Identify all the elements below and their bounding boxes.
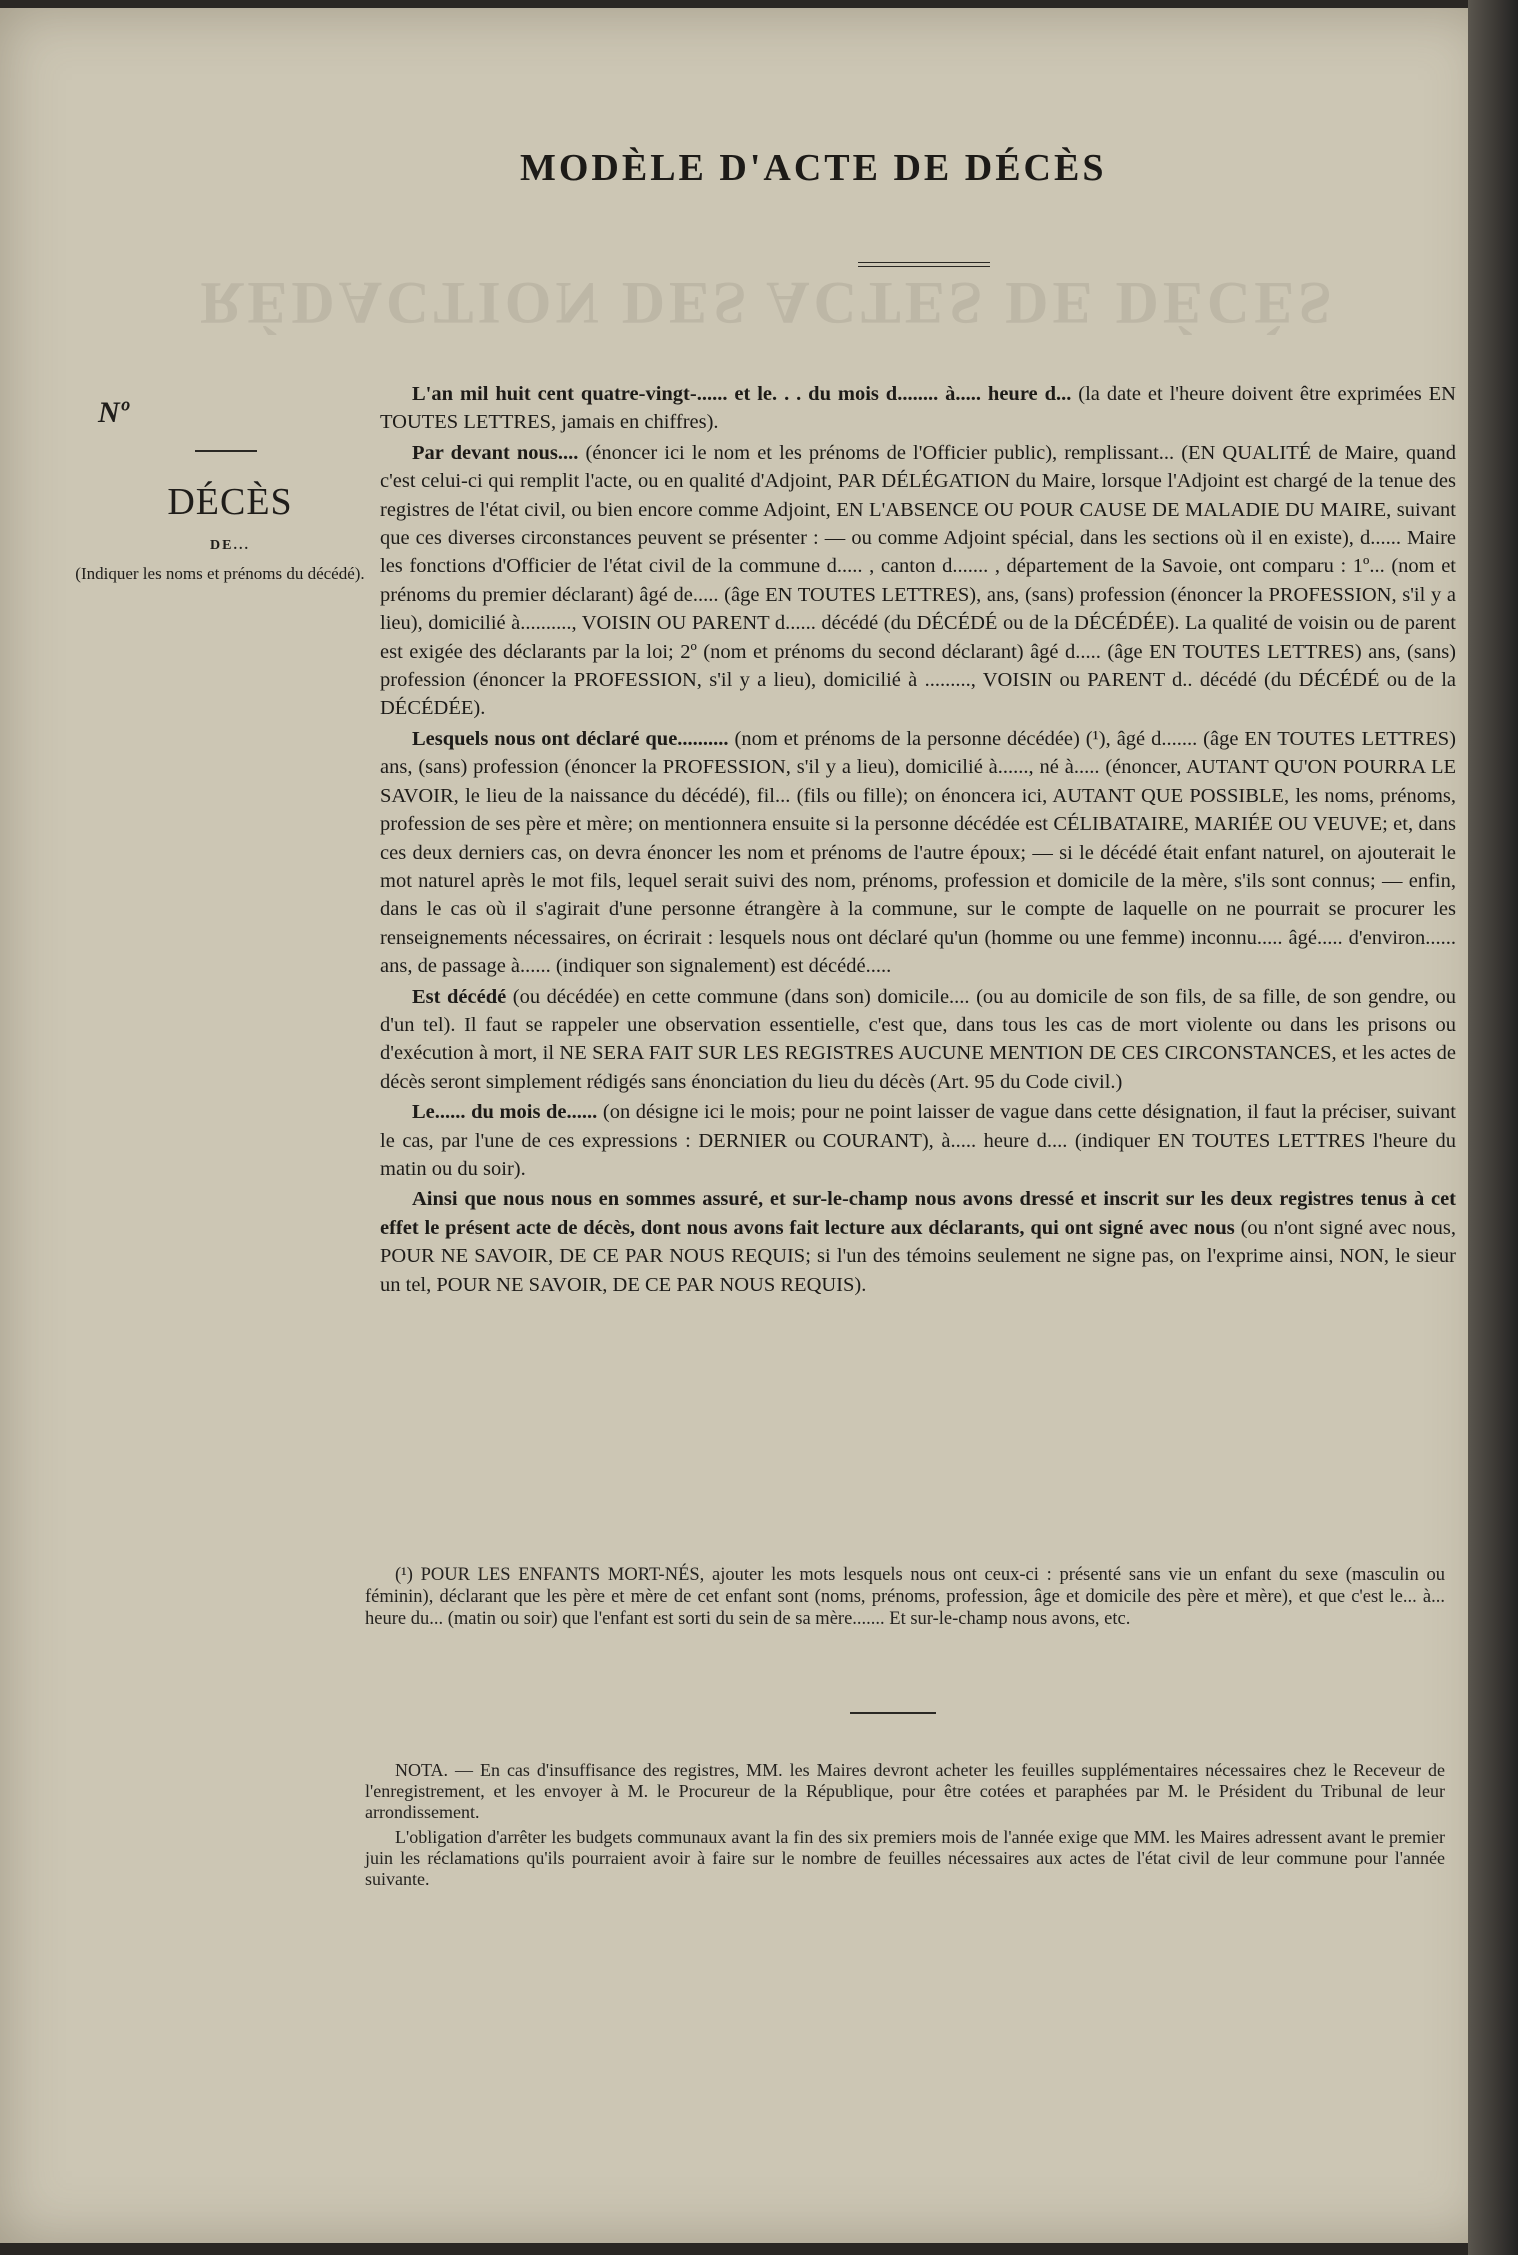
- title-divider: [858, 262, 990, 267]
- footnote: [365, 1564, 1445, 1630]
- margin-instruction: (Indiquer les noms et prénoms du décédé).: [75, 564, 365, 583]
- paragraph-lead: Est décédé: [412, 985, 507, 1008]
- nota-section: [365, 1760, 1445, 1890]
- paragraph-text: (énoncer ici le nom et les prénoms de l'Officier public), remplissant... (EN QUALITÉ de Maire, quand c'est celui-ci qui remplit l'acte, ou en qualité d'Adjoint, PAR DÉLÉGATION du Maire, lorsque l'Adjoint est chargé de la tenue des registres de l'état civil, ou bien encore comme Adjoint, EN L'ABSENCE OU POUR CAUSE DE MALADIE DU MAIRE, suivant que ces diverses circonstances peuvent se présenter : — ou comme Adjoint spécial, dans les sections où il en existe), d...... Maire les fonctions d'Officier de l'état civil de la commune d..... , canton d....... , département de la Savoie, ont comparu : 1º... (nom et prénoms du premier déclarant) âgé de..... (âge EN TOUTES LETTRES), ans, (sans) profession (énoncer la PROFESSION, s'il y a lieu), domicilié à.........., VOISIN OU PARENT d...... décédé (du DÉCÉDÉ ou de la DÉCÉDÉE). La qualité de voisin ou de parent est exigée des déclarants par la loi; 2º (nom et prénoms du second déclarant) âgé d..... (âge EN TOUTES LETTRES) ans, (sans) profession (énoncer la PROFESSION, s'il y a lieu), domicilié à ........., VOISIN ou PARENT d.. décédé (du DÉCÉDÉ ou de la DÉCÉDÉE).: [380, 441, 1456, 720]
- paragraph-text: (on désigne ici le mois; pour ne point laisser de vague dans cette désignation, il faut la préciser, suivant le cas, par l'une de ces expressions : DERNIER ou COURANT), à..... heure d.... (indiquer EN TOUTES LETTRES l'heure du matin ou du soir).: [380, 1101, 1457, 1180]
- paragraph-lead: Lesquels nous ont déclaré que..........: [412, 727, 729, 750]
- paragraph-text: (la date et l'heure doivent être exprimées EN TOUTES LETTRES, jamais en chiffres).: [380, 383, 1456, 434]
- margin-divider: [195, 450, 257, 452]
- paragraph-text: (nom et prénoms de la personne décédée) (¹), âgé d....... (âge EN TOUTES LETTRES) ans, (sans) profession (énoncer la PROFESSION, s'il y a lieu), domicilié à......, né à..... (énoncer, AUTANT QU'ON POURRA LE SAVOIR, le lieu de la naissance du décédé), fil... (fils ou fille); on énoncera ici, AUTANT QUE POSSIBLE, les noms, prénoms, profession de ses père et mère; on mentionnera ensuite si la personne décédée est CÉLIBATAIRE, MARIÉE OU VEUVE; et, dans ces deux derniers cas, on devra énoncer les nom et prénoms de l'autre époux; — si le décédé était enfant naturel, on ajouterait le mot naturel après le mot fils, lequel serait suivi des nom, prénoms, profession et domicile de la mère, s'ils sont connus; — enfin, dans le cas où il s'agirait d'une personne étrangère à la commune, sur le compte de laquelle on ne pourrait se procurer les renseignements nécessaires, on écrirait : lesquels nous ont déclaré qu'un (homme ou une femme) inconnu..... âgé..... d'environ...... ans, de passage à...... (indiquer son signalement) est décédé.....: [380, 727, 1456, 978]
- paragraph-lead: Ainsi que nous nous en sommes assuré, et sur-le-champ nous avons dressé et inscrit sur les deux registres tenus à cet effet le présent acte de décès, dont nous avons fait lecture aux déclarants, qui ont signé avec nous: [380, 1188, 1456, 1239]
- paragraph-time: [380, 1098, 1456, 1183]
- paragraph-text: (ou n'ont signé avec nous, POUR NE SAVOIR, DE CE PAR NOUS REQUIS; si l'un des témoins seulement ne signe pas, on l'exprime ainsi, NON, le sieur un tel, POUR NE SAVOIR, DE CE PAR NOUS REQUIS).: [380, 1216, 1456, 1296]
- paragraph-lead: L'an mil huit cent quatre-vingt-...... et le. . . du mois d........ à..... heure d...: [412, 383, 1072, 405]
- act-body: [380, 380, 1456, 1299]
- document-page: [0, 8, 1490, 2243]
- paragraph-lead: Par devant nous....: [412, 441, 579, 464]
- paragraph-declaration: [380, 725, 1456, 981]
- paragraph-text: (ou décédée) en cette commune (dans son) domicile.... (ou au domicile de son fils, de sa fille, de son gendre, ou d'un tel). Il faut se rappeler une observation essentielle, c'est que, dans tous les cas de mort violente ou dans les prisons ou d'exécution à mort, il NE SERA FAIT SUR LES REGISTRES AUCUNE MENTION DE CES CIRCONSTANCES, et les actes de décès seront simplement rédigés sans énonciation du lieu du décès (Art. 95 du Code civil.): [380, 985, 1456, 1093]
- act-number-label: Nº: [98, 396, 129, 429]
- nota-paragraph: L'obligation d'arrêter les budgets communaux avant la fin des six premiers mois de l'année exige que MM. les Maires adressent avant le premier juin les réclamations qu'ils pourraient avoir à faire sur le nombre de feuilles nécessaires aux actes de l'état civil de leur commune pour l'année suivante.: [365, 1827, 1445, 1889]
- paragraph-closing: [380, 1185, 1456, 1299]
- footnote-text: (¹) POUR LES ENFANTS MORT-NÉS, ajouter les mots lesquels nous ont ceux-ci : présenté sans vie un enfant du sexe (masculin ou féminin), déclarant que les père et mère de cet enfant sont (noms, prénoms, profession, âge et domicile des père et mère), et que c'est le... à... heure du... (matin ou soir) que l'enfant est sorti du sein de sa mère....... Et sur-le-champ nous avons, etc.: [365, 1565, 1445, 1629]
- paragraph-officer: [380, 439, 1456, 723]
- margin-heading: DÉCÈS: [167, 481, 293, 523]
- paragraph-place: [380, 983, 1456, 1097]
- paragraph-date: [380, 380, 1456, 437]
- page-title: MODÈLE D'ACTE DE DÉCÈS: [520, 147, 1107, 189]
- section-divider: [850, 1712, 936, 1714]
- margin-de: DE...: [210, 538, 250, 553]
- paragraph-lead: Le...... du mois de......: [412, 1101, 598, 1124]
- bleed-through-heading: RÉDACTION DES ACTES DE DÉCÈS: [200, 270, 1336, 336]
- nota-paragraph: NOTA. — En cas d'insuffisance des registres, MM. les Maires devront acheter les feuilles supplémentaires nécessaires chez le Receveur de l'enregistrement, et les envoyer à M. le Procureur de la République, pour être cotées et paraphées par M. le Président du Tribunal de leur arrondissement.: [365, 1760, 1445, 1822]
- binding-edge: [1468, 0, 1518, 2255]
